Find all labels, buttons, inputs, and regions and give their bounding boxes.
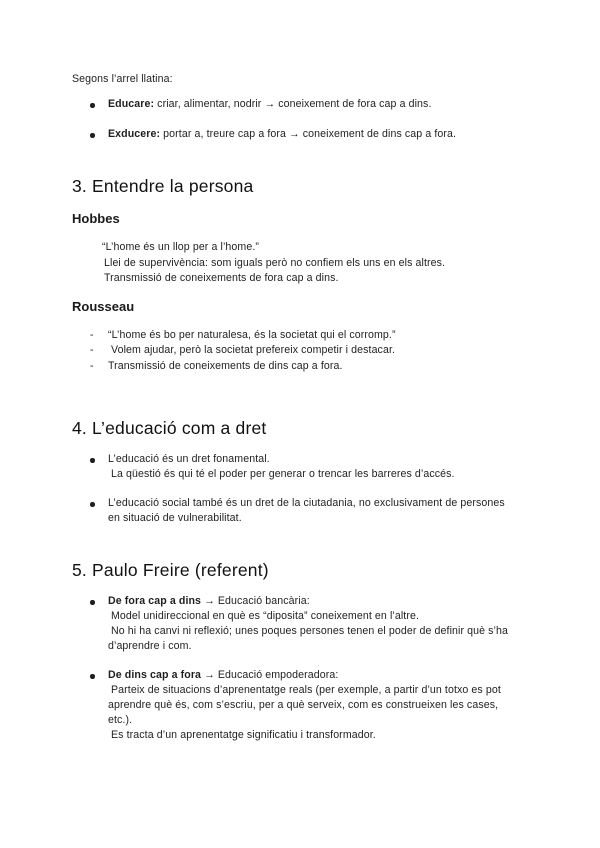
- bullet-icon: [90, 502, 95, 507]
- bullet-icon: [90, 103, 95, 108]
- list-item: [108, 97, 432, 112]
- freire-term: De dins cap a fora: [108, 669, 202, 681]
- freire-term-rest: → Educació bancària:: [201, 595, 310, 607]
- rousseau-item: Transmissió de coneixements de dins cap a fora.: [108, 360, 343, 372]
- section-3-title: 3. Entendre la persona: [72, 176, 254, 196]
- rousseau-heading: Rousseau: [72, 299, 135, 314]
- intro-text: Segons l’arrel llatina:: [72, 73, 173, 85]
- bullet-icon: [90, 458, 95, 463]
- list-item-continuation: en situació de vulnerabilitat.: [108, 512, 242, 524]
- bullet-icon: [90, 674, 95, 679]
- hobbes-line: Llei de supervivència: som iguals però no confiem els uns en els altres.: [104, 257, 446, 269]
- hobbes-line: “L’home és un llop per a l’home.”: [102, 241, 259, 253]
- list-item-continuation: d’aprendre i com.: [108, 640, 192, 652]
- dash-marker: -: [90, 360, 94, 372]
- freire-term: De fora cap a dins: [108, 595, 202, 607]
- freire-term-rest: → Educació empoderadora:: [201, 669, 339, 681]
- etymology-term: Exducere:: [108, 128, 161, 140]
- etymology-text: criar, alimentar, nodrir → coneixement de fora cap a dins.: [154, 98, 432, 110]
- etymology-term: Educare:: [108, 98, 155, 110]
- rousseau-item: “L’home és bo per naturalesa, és la societat qui el corromp.”: [108, 329, 396, 341]
- rousseau-item: Volem ajudar, però la societat prefereix competir i destacar.: [111, 344, 396, 356]
- list-item-continuation: La qüestió és qui té el poder per generar o trencar les barreres d’accés.: [111, 468, 455, 480]
- etymology-text: portar a, treure cap a fora → coneixement de dins cap a fora.: [160, 128, 457, 140]
- list-item: L’educació social també és un dret de la ciutadania, no exclusivament de persones: [108, 497, 505, 509]
- bullet-icon: [90, 133, 95, 138]
- list-item-continuation: Es tracta d’un aprenentatge significatiu i transformador.: [111, 729, 376, 741]
- list-item: [108, 668, 338, 683]
- list-item: [108, 127, 456, 142]
- list-item: L’educació és un dret fonamental.: [108, 453, 270, 465]
- list-item-continuation: Model unidireccional en què es “diposita” coneixement en l’altre.: [111, 610, 420, 622]
- list-item: [108, 594, 310, 609]
- section-5-title: 5. Paulo Freire (referent): [72, 560, 269, 580]
- dash-marker: -: [90, 329, 94, 341]
- hobbes-line: Transmissió de coneixements de fora cap a dins.: [104, 272, 339, 284]
- bullet-icon: [90, 600, 95, 605]
- section-4-title: 4. L’educació com a dret: [72, 418, 267, 438]
- list-item-continuation: aprendre què és, com s’escriu, per a què serveix, com es construeixen les cases,: [108, 699, 499, 711]
- list-item-continuation: etc.).: [108, 714, 133, 726]
- hobbes-heading: Hobbes: [72, 211, 120, 226]
- list-item-continuation: No hi ha canvi ni reflexió; unes poques persones tenen el poder de definir què s’ha: [111, 625, 508, 637]
- dash-marker: -: [90, 344, 94, 356]
- list-item-continuation: Parteix de situacions d’aprenentatge reals (per exemple, a partir d’un totxo es pot: [111, 684, 501, 696]
